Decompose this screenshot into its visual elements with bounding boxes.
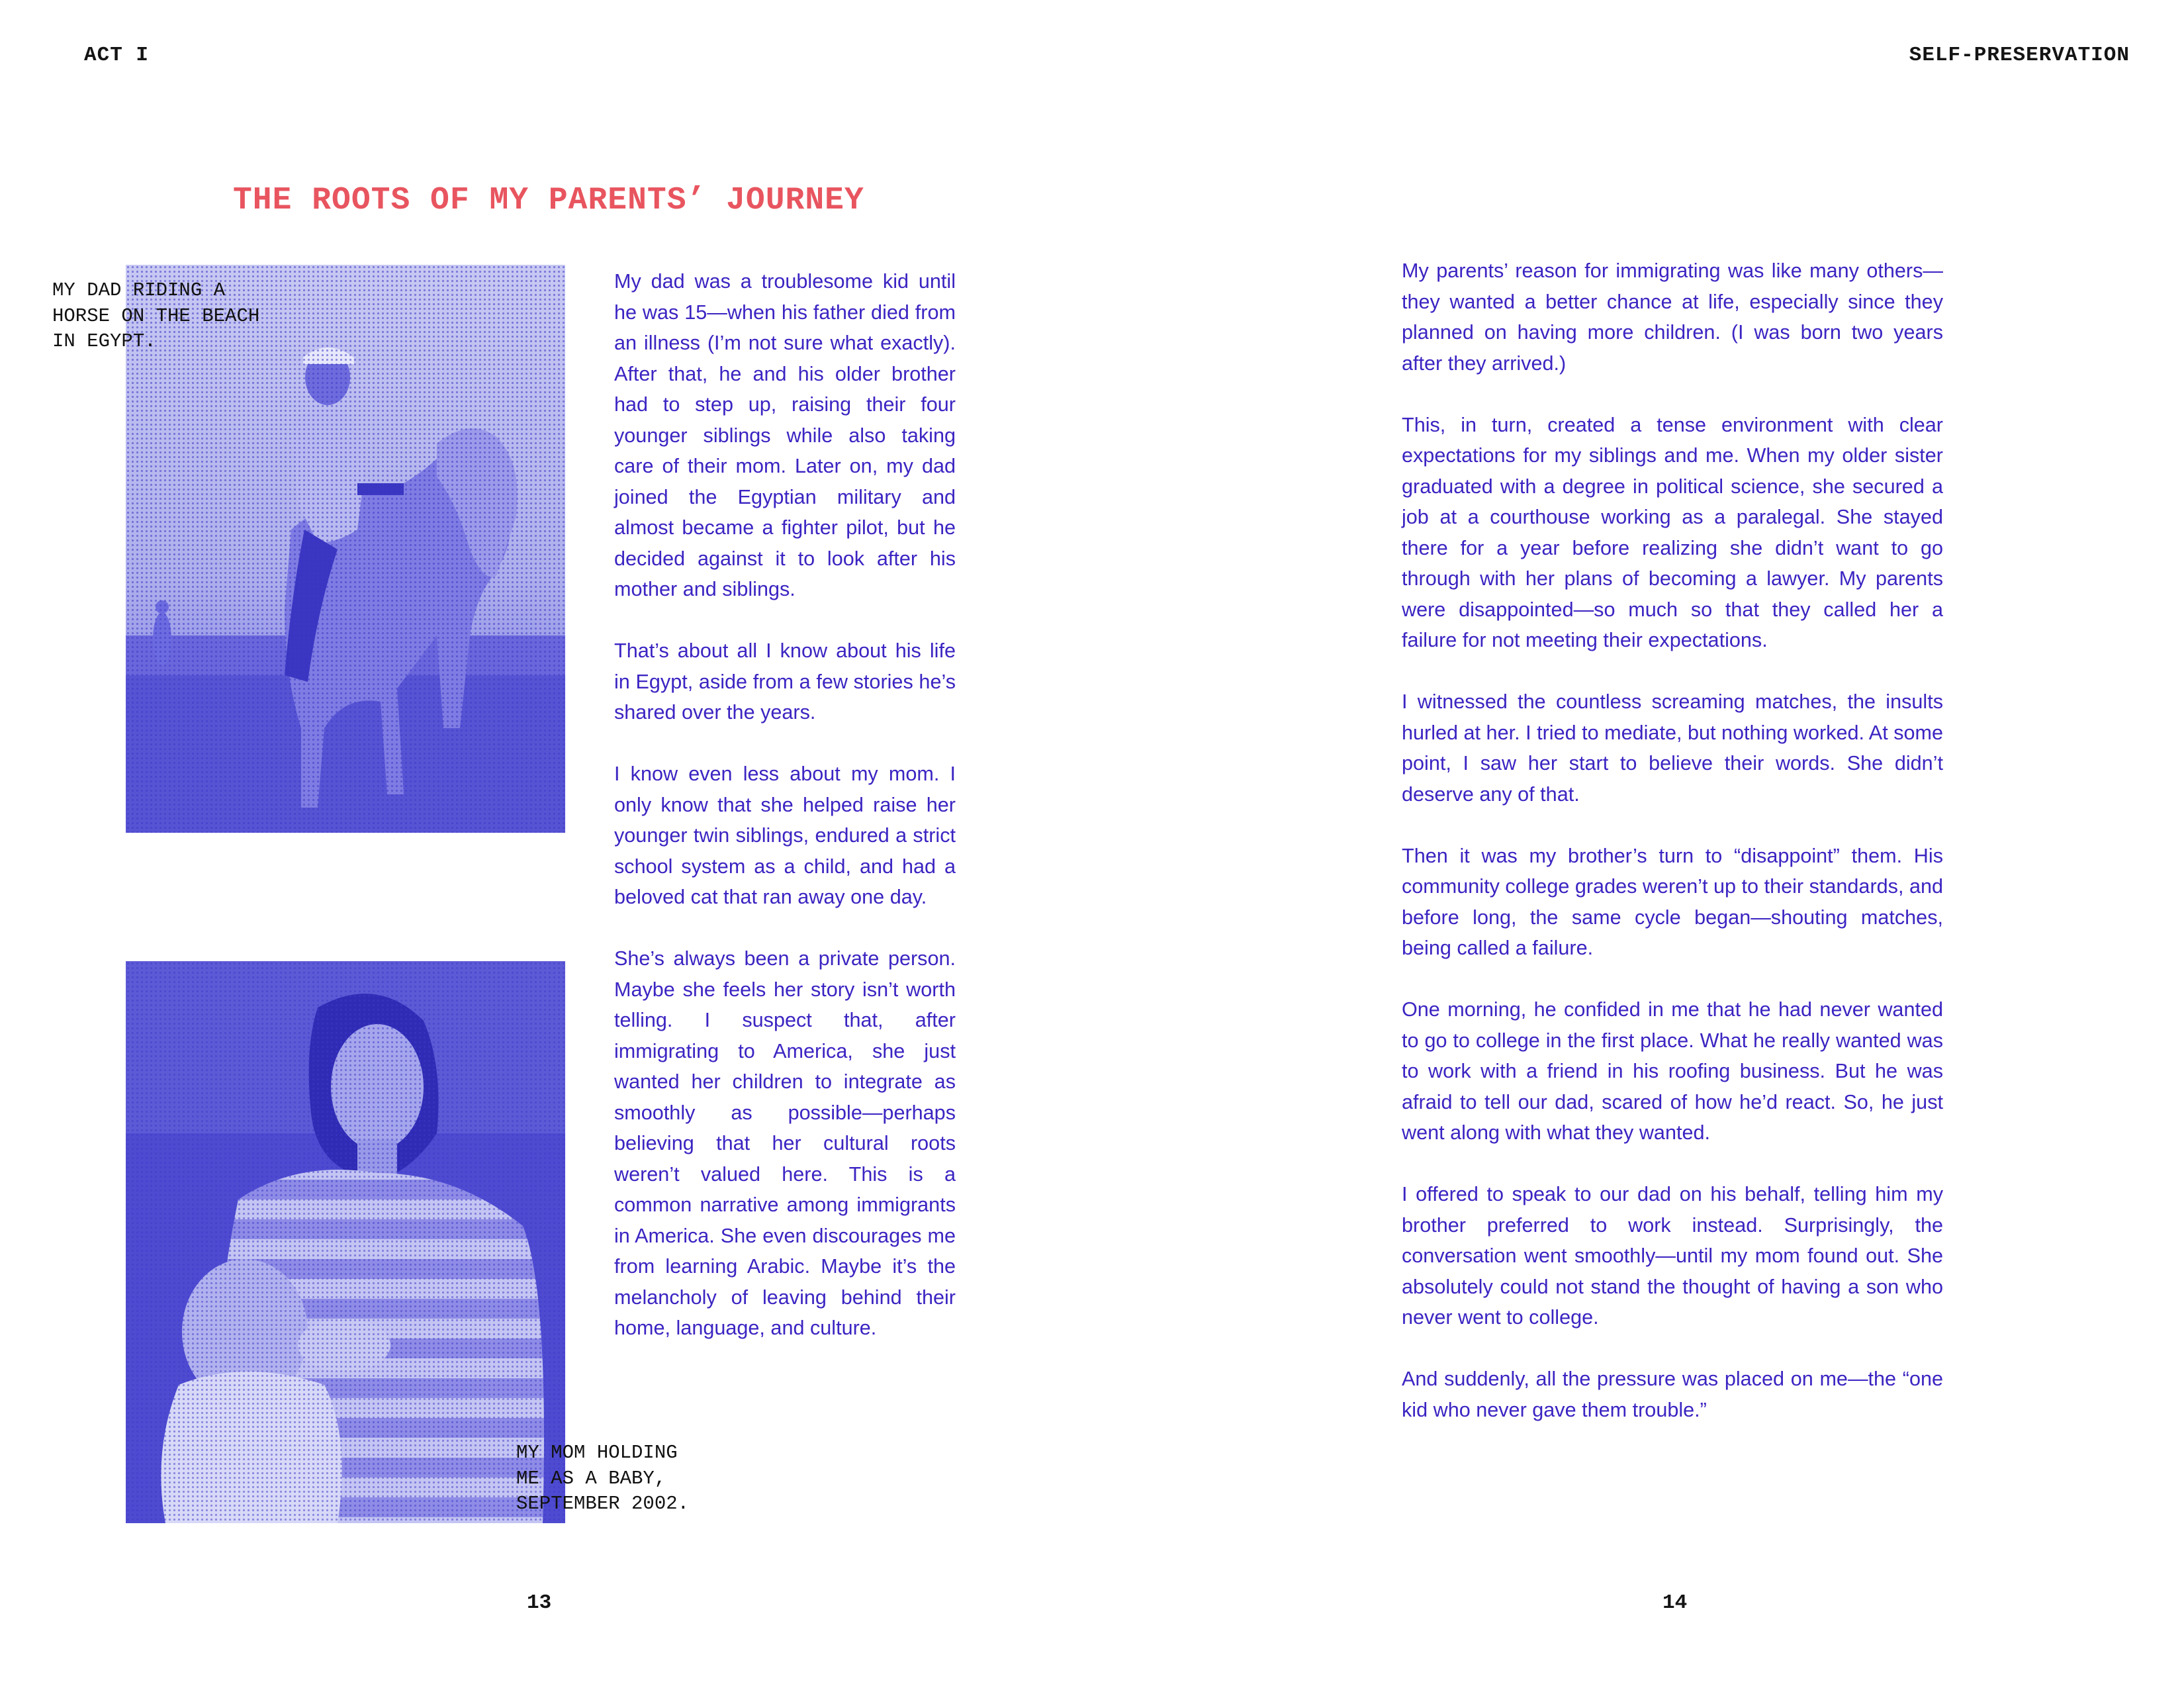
- dad-photo-caption: MY DAD RIDING A HORSE ON THE BEACH IN EGYPT.: [52, 279, 260, 352]
- paragraph: I know even less about my mom. I only know that she helped raise her younger twin siblings, endured a strict school system as a child, and had a beloved cat that ran away one day.: [614, 763, 956, 908]
- paragraph: One morning, he confided in me that he had never wanted to go to college in the first place. What he really wanted was to work with a friend in his roofing business. But he was afraid to tell our dad, scared of how he’d react. So, he just went along with what they wanted.: [1402, 998, 1943, 1144]
- running-head-right: SELF-PRESERVATION: [1909, 44, 2130, 67]
- paragraph: I witnessed the countless screaming matches, the insults hurled at her. I tried to mediate, but nothing worked. At some point, I saw her start to believe their words. She didn’t deserve any of that.: [1402, 690, 1944, 806]
- mom-baby-photo: [126, 961, 565, 1523]
- running-head-left: ACT I: [84, 44, 150, 67]
- page-number-right: 14: [1662, 1591, 1688, 1615]
- paragraph: Then it was my brother’s turn to “disappoint” them. His community college grades weren’t up to their standards, and before long, the same cycle began—shouting matches, being called a failure.: [1402, 844, 1943, 959]
- paragraph: This, in turn, created a tense environment with clear expectations for my siblings and me. When my older sister graduated with a degree in political science, she secured a job at a courthouse working as a paralegal. She stayed there for a year before realizing she didn’t want to go through with her plans of becoming a lawyer. My parents were disappointed—so much so that they called her a failure for not meeting their expectations.: [1402, 413, 1943, 651]
- paragraph: My dad was a troublesome kid until he was 15—when his father died from an illness (I’m not sure what exactly). After that, he and his older brother had to step up, raising their four younger siblings while also taking care of their mom. Later on, my dad joined the Egyptian military and almost became a fighter pilot, but he decided against it to look after his mother and siblings.: [614, 270, 956, 600]
- mom-photo-caption: MY MOM HOLDING ME AS A BABY, SEPTEMBER 2002.: [516, 1442, 690, 1515]
- right-text-column: [1402, 256, 1943, 1425]
- paragraph: She’s always been a private person. Maybe she feels her story isn’t worth telling. I suspect that, after immigrating to America, she just wanted her children to integrate as smoothly as possible—perhaps believing that her cultural roots weren’t valued here. This is a common narrative among immigrants in America. She even discourages me from learning Arabic. Maybe it’s the melancholy of leaving behind their home, language, and culture.: [614, 947, 956, 1339]
- paragraph: And suddenly, all the pressure was placed on me—the “one kid who never gave them trouble.”: [1402, 1368, 1943, 1421]
- page-title: THE ROOTS OF MY PARENTS’ JOURNEY: [233, 183, 864, 218]
- left-text-column: [614, 266, 956, 1344]
- paragraph: I offered to speak to our dad on his behalf, telling him my brother preferred to work instead. Surprisingly, the conversation went smoothly—until my mom found out. She absolutely could not stand the thought of having a son who never went to college.: [1402, 1183, 1943, 1329]
- paragraph: That’s about all I know about his life in Egypt, aside from a few stories he’s shared over the years.: [614, 639, 956, 724]
- page-number-left: 13: [527, 1591, 552, 1615]
- paragraph: My parents’ reason for immigrating was like many others—they wanted a better chance at life, especially since they planned on having more children. (I was born two years after they arrived.): [1402, 259, 1943, 375]
